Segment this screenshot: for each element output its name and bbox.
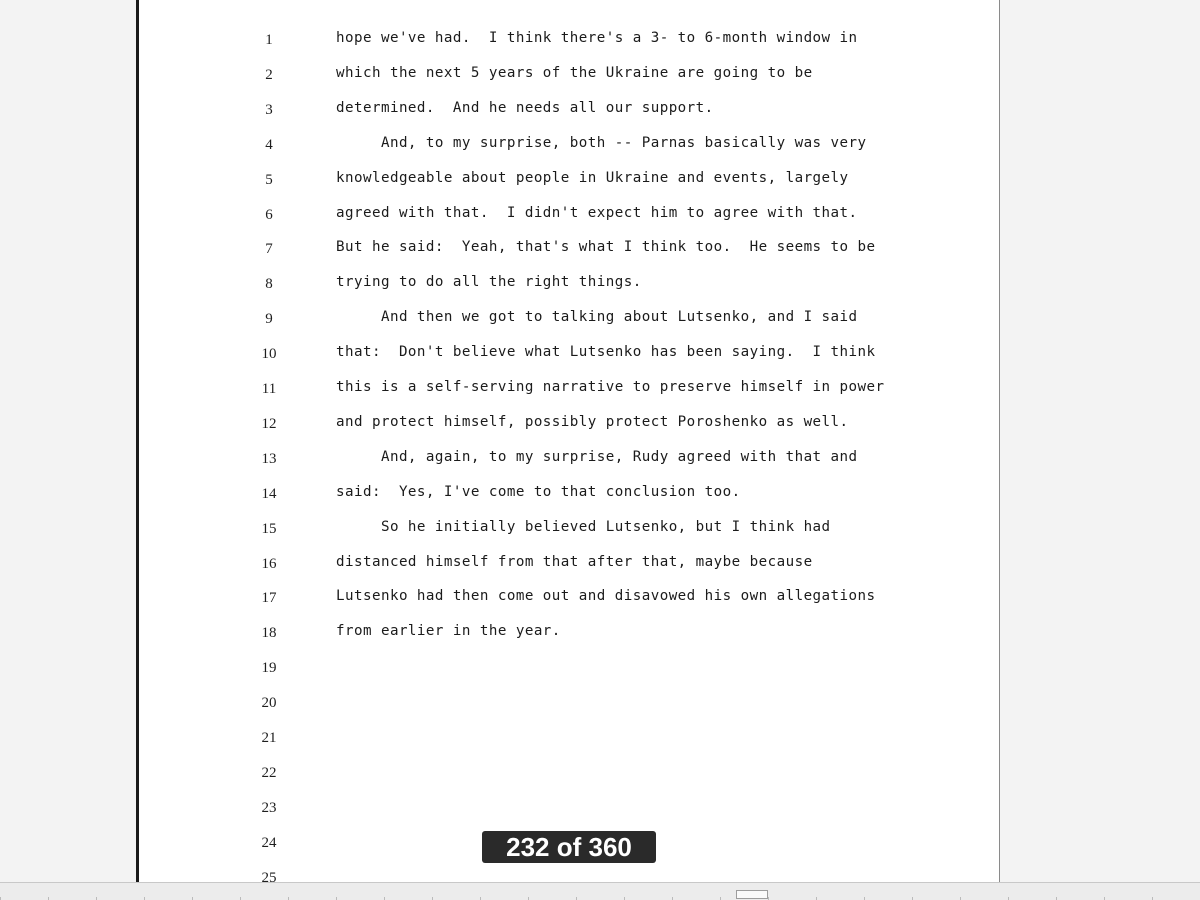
line-text: said: Yes, I've come to that conclusion too. — [336, 483, 741, 500]
line-number: 1 — [265, 32, 273, 48]
line-number: 25 — [261, 869, 277, 882]
line-text: which the next 5 years of the Ukraine are going to be — [336, 64, 813, 81]
line-text: But he said: Yeah, that's what I think too. He seems to be — [336, 239, 876, 256]
line-number: 6 — [265, 206, 273, 223]
line-number: 7 — [265, 241, 273, 258]
line-number: 13 — [261, 450, 277, 467]
line-number: 5 — [265, 171, 273, 188]
line-number: 2 — [265, 66, 273, 83]
line-number: 15 — [261, 520, 277, 537]
line-text: Lutsenko had then come out and disavowed his own allegations — [336, 588, 876, 605]
document-page — [136, 0, 1000, 882]
line-number: 19 — [261, 660, 277, 677]
line-number: 14 — [261, 485, 277, 502]
line-text: agreed with that. I didn't expect him to agree with that. — [336, 204, 858, 221]
line-text: that: Don't believe what Lutsenko has been saying. I think — [336, 344, 876, 361]
horizontal-scrollbar[interactable] — [0, 882, 1200, 900]
line-number: 21 — [261, 730, 277, 746]
line-text: this is a self-serving narrative to preserve himself in power — [336, 379, 885, 395]
line-text: and protect himself, possibly protect Poroshenko as well. — [336, 413, 849, 430]
line-text: And, to my surprise, both -- Parnas basically was very — [336, 134, 867, 151]
line-text: And, again, to my surprise, Rudy agreed with that and — [336, 448, 858, 465]
line-text: knowledgeable about people in Ukraine and events, largely — [336, 169, 849, 186]
line-number: 18 — [261, 625, 277, 642]
line-number: 20 — [261, 695, 277, 712]
line-number: 24 — [261, 834, 277, 851]
line-number: 12 — [261, 415, 277, 432]
line-text: distanced himself from that after that, maybe because — [336, 553, 813, 570]
line-number: 17 — [261, 590, 277, 607]
line-number: 23 — [261, 799, 277, 816]
line-text: determined. And he needs all our support. — [336, 99, 714, 116]
line-text: trying to do all the right things. — [336, 274, 642, 291]
page-indicator: 232 of 360 — [482, 831, 656, 863]
line-number: 3 — [265, 101, 273, 118]
line-number: 8 — [265, 276, 273, 293]
line-text: from earlier in the year. — [336, 623, 561, 640]
line-text: hope we've had. I think there's a 3- to 6-month window in — [336, 30, 858, 46]
line-number: 11 — [261, 381, 277, 397]
line-number: 9 — [265, 311, 273, 328]
line-number: 16 — [261, 555, 277, 572]
line-number: 10 — [261, 346, 277, 363]
scroll-thumb[interactable] — [736, 890, 768, 899]
line-number: 4 — [265, 136, 273, 153]
line-text: So he initially believed Lutsenko, but I think had — [336, 518, 831, 535]
line-text: And then we got to talking about Lutsenko, and I said — [336, 309, 858, 326]
line-number: 22 — [261, 764, 277, 781]
